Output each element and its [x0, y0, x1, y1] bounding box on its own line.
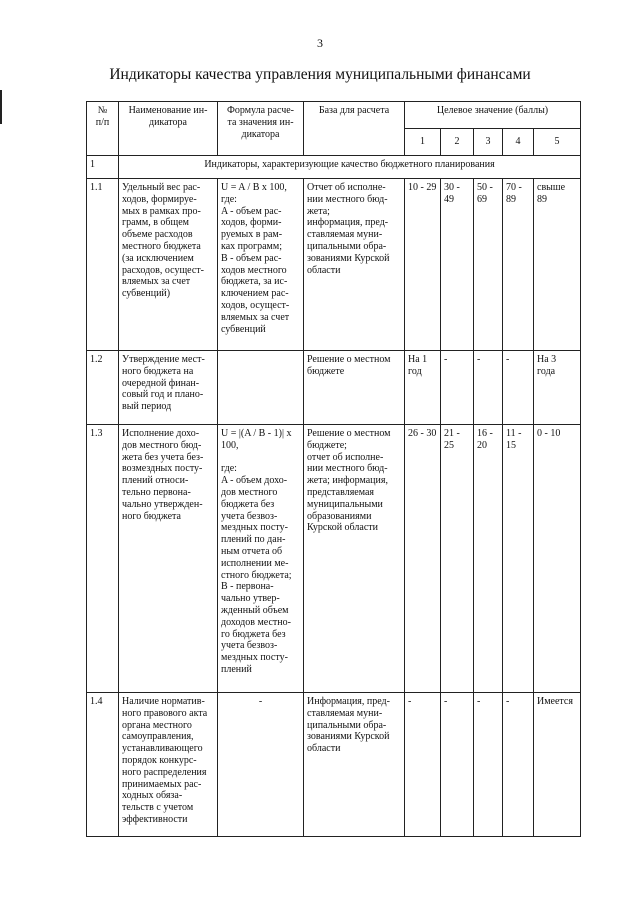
row-formula: - [218, 693, 304, 837]
row-num: 1.2 [87, 351, 119, 425]
row-score-2: 30 - 49 [441, 179, 474, 351]
table-row [87, 351, 581, 425]
row-name: Удельный вес рас- ходов, формируе- мых в рамках про- грамм, в общем объеме расходов местного бюджета (за исключением расходов, осущест- вляемых за счет субвенций) [119, 179, 218, 351]
row-formula: U = |(A / B - 1)| x 100, где: A - объем дохо- дов местного бюджета без учета безвоз- мездных посту- плений по дан- ным отчета об исполнении ме- стного бюджета; B - первона- чально утвер- жденный объем доходов местно- го бюджета без учета безвоз- мездных посту- плений [218, 425, 304, 693]
header-basis: База для расчета [304, 102, 405, 156]
header-target: Целевое значение (баллы) [405, 102, 581, 129]
page-title: Индикаторы качества управления муниципальными финансами [109, 66, 531, 83]
row-score-2: 21 - 25 [441, 425, 474, 693]
header-score-5: 5 [534, 129, 581, 156]
indicators-table [86, 101, 581, 837]
row-score-2: - [441, 693, 474, 837]
row-score-1: На 1 год [405, 351, 441, 425]
row-score-5: свыше 89 [534, 179, 581, 351]
row-basis: Отчет об исполне- нии местного бюд- жета; информация, пред- ставляемая муни- ципальными обра- зованиями Курской области [304, 179, 405, 351]
header-score-2: 2 [441, 129, 474, 156]
section-row [87, 156, 581, 179]
header-formula: Формула расче- та значения ин- дикатора [218, 102, 304, 156]
row-score-3: - [474, 693, 503, 837]
row-score-5: Имеется [534, 693, 581, 837]
header-score-3: 3 [474, 129, 503, 156]
row-score-4: - [503, 351, 534, 425]
header-score-1: 1 [405, 129, 441, 156]
row-basis: Информация, пред- ставляемая муни- ципальными обра- зованиями Курской области [304, 693, 405, 837]
row-name: Исполнение дохо- дов местного бюд- жета без учета без- возмездных посту- плений относи- тельно первона- чально утвержден- ного бюджета [119, 425, 218, 693]
row-score-1: - [405, 693, 441, 837]
row-score-1: 26 - 30 [405, 425, 441, 693]
row-num: 1.1 [87, 179, 119, 351]
section-num: 1 [87, 156, 119, 179]
row-score-4: - [503, 693, 534, 837]
row-score-3: - [474, 351, 503, 425]
table-row [87, 693, 581, 837]
table-row [87, 425, 581, 693]
row-score-4: 11 - 15 [503, 425, 534, 693]
row-basis: Решение о местном бюджете; отчет об исполне- нии местного бюд- жета; информация, представляемая муниципальными образованиями Курской области [304, 425, 405, 693]
page-number: 3 [317, 36, 323, 50]
row-basis: Решение о местном бюджете [304, 351, 405, 425]
header-row [87, 102, 581, 129]
row-name: Наличие норматив- ного правового акта органа местного самоуправления, устанавливающего порядок конкурс- ного распределения принимаемых рас- ходных обяза- тельств с учетом эффективности [119, 693, 218, 837]
row-name: Утверждение мест- ного бюджета на очередной финан- совый год и плано- вый период [119, 351, 218, 425]
section-title: Индикаторы, характеризующие качество бюджетного планирования [119, 156, 581, 179]
row-score-3: 16 - 20 [474, 425, 503, 693]
header-score-4: 4 [503, 129, 534, 156]
margin-mark [0, 90, 2, 124]
row-score-1: 10 - 29 [405, 179, 441, 351]
header-name: Наименование ин- дикатора [119, 102, 218, 156]
row-score-4: 70 - 89 [503, 179, 534, 351]
row-formula [218, 351, 304, 425]
row-score-2: - [441, 351, 474, 425]
row-formula: U = A / B x 100, где: A - объем рас- ходов, форми- руемых в рам- ках программ; B - объем рас- ходов местного бюджета, за ис- ключением рас- ходов, осущест- вляемых за счет субвенций [218, 179, 304, 351]
table-row [87, 179, 581, 351]
header-num: № п/п [87, 102, 119, 156]
row-score-3: 50 - 69 [474, 179, 503, 351]
row-score-5: 0 - 10 [534, 425, 581, 693]
row-score-5: На 3 года [534, 351, 581, 425]
row-num: 1.3 [87, 425, 119, 693]
row-num: 1.4 [87, 693, 119, 837]
